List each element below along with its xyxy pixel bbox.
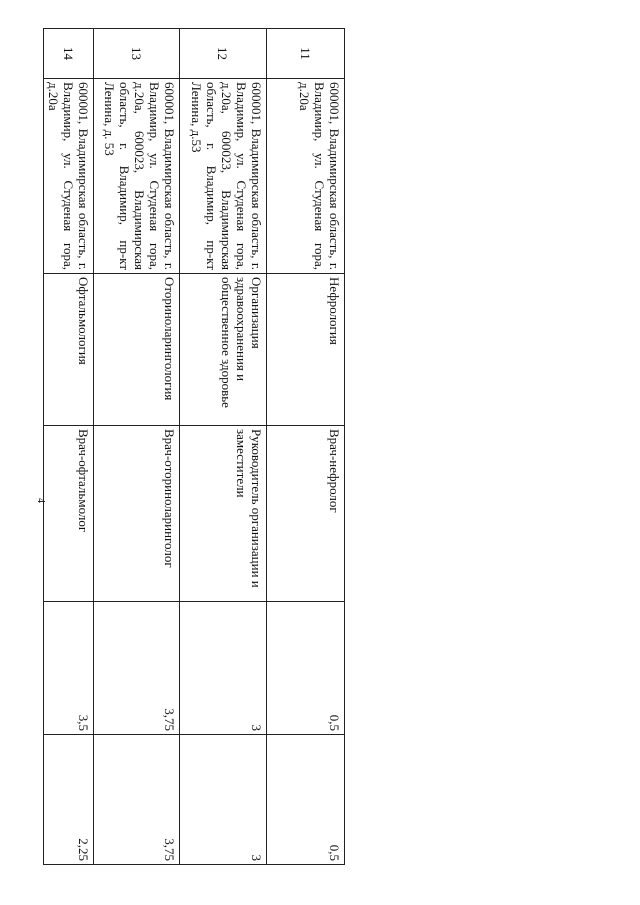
row-number: 12 — [180, 29, 267, 79]
row-number: 11 — [267, 29, 345, 79]
address-cell: 600001, Владимирская область, г. Владимир, ул. Студеная гора, д.20а, 600023, Владимирская область, г. Владимир, пр-кт Ленина, д.53 — [180, 79, 267, 274]
position-cell: Врач-офтальмолог — [44, 426, 94, 602]
value-cell-1: 3 — [180, 602, 267, 735]
address-cell: 600001, Владимирская область, г. Владимир, ул. Студеная гора, д.20а — [44, 79, 94, 274]
address-cell: 600001, Владимирская область, г. Владимир, ул. Студеная гора, д.20а — [267, 79, 345, 274]
row-number: 14 — [44, 29, 94, 79]
position-cell: Руководитель организации и заместители — [180, 426, 267, 602]
value-cell-1: 3,5 — [44, 602, 94, 735]
value-cell-2: 3,75 — [94, 735, 180, 865]
table-row — [44, 29, 94, 865]
specialty-cell: Организация здравоохранения и общественное здоровье — [180, 274, 267, 426]
value-cell-1: 3,75 — [94, 602, 180, 735]
staffing-table — [43, 28, 345, 865]
address-cell: 600001, Владимирская область, г. Владимир, ул. Студеная гора, д.20а, 600023, Владимирская область, г. Владимир, пр-кт Ленина, д. 53 — [94, 79, 180, 274]
specialty-cell: Офтальмология — [44, 274, 94, 426]
position-cell: Врач-оториноларинголог — [94, 426, 180, 602]
value-cell-1: 0,5 — [267, 602, 345, 735]
table-row — [180, 29, 267, 865]
table-row — [267, 29, 345, 865]
position-cell: Врач-нефролог — [267, 426, 345, 602]
row-number: 13 — [94, 29, 180, 79]
value-cell-2: 0,5 — [267, 735, 345, 865]
value-cell-2: 2,25 — [44, 735, 94, 865]
value-cell-2: 3 — [180, 735, 267, 865]
table-row — [94, 29, 180, 865]
rotated-table-container — [46, 28, 345, 864]
specialty-cell: Нефрология — [267, 274, 345, 426]
page-number: 4 — [35, 498, 46, 503]
specialty-cell: Оториноларингология — [94, 274, 180, 426]
